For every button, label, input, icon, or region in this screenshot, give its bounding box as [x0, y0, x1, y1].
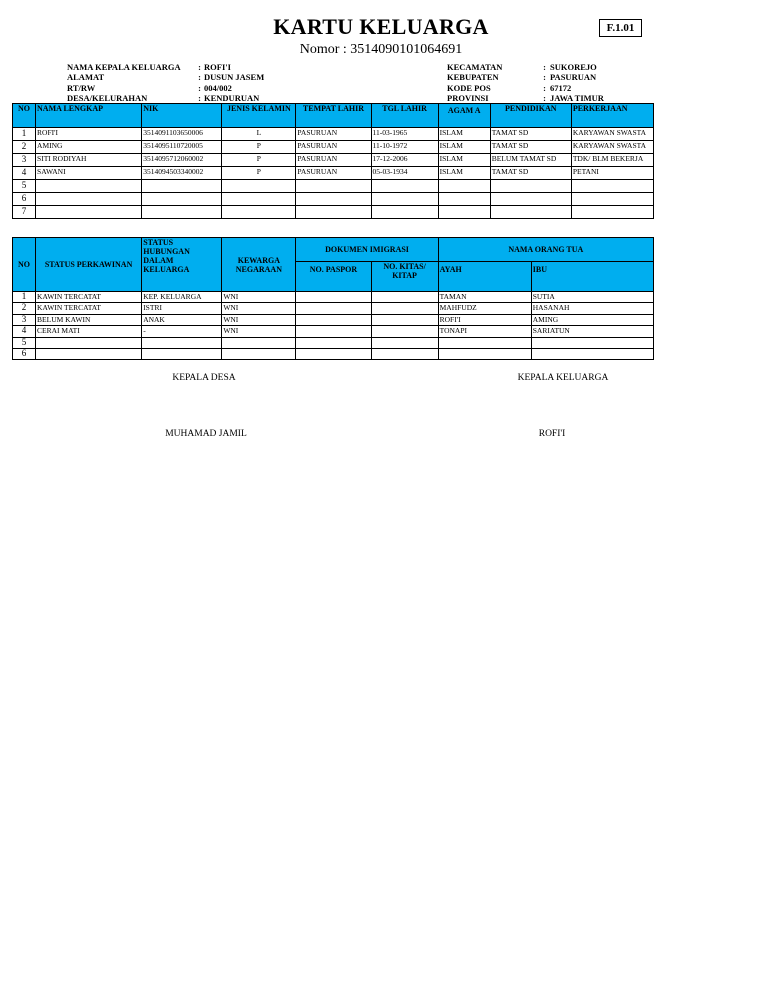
header-left-value: DUSUN JASEM	[204, 72, 265, 83]
table2-cell: KEP. KELUARGA	[142, 292, 222, 303]
colon-separator: :	[543, 82, 546, 93]
header-left-row	[67, 72, 264, 82]
table1-cell	[296, 180, 371, 193]
table2-cell	[371, 314, 438, 325]
table2-row	[13, 314, 654, 325]
header-info-left	[67, 62, 264, 104]
table2-cell	[296, 292, 371, 303]
table2-cell: CERAI MATI	[36, 326, 142, 337]
signature-name-kepala-keluarga: ROFI'I	[538, 429, 566, 439]
table1-row	[13, 206, 654, 219]
header-right-value: 67172	[550, 82, 572, 93]
table1-cell: 5	[13, 180, 36, 193]
table2-cell: ROFI'I	[438, 314, 531, 325]
table1-cell: ROFI'I	[36, 128, 142, 141]
header-right-label: KODE POS	[447, 82, 491, 93]
table2-cell	[222, 337, 296, 348]
header-left-value: 004/002	[204, 82, 232, 93]
table2-cell: AMING	[531, 314, 653, 325]
table2-cell	[438, 348, 531, 359]
family-members-table	[12, 103, 654, 219]
table1-cell	[142, 206, 222, 219]
table2-cell	[531, 337, 653, 348]
table1-cell: SAWANI	[36, 167, 142, 180]
table2-cell: TAMAN	[438, 292, 531, 303]
table1-header: TGL LAHIR	[371, 104, 438, 128]
table2-cell: HASANAH	[531, 303, 653, 314]
table2-cell	[296, 337, 371, 348]
table2-cell	[222, 348, 296, 359]
table1-header: AGAM A	[438, 104, 490, 128]
table1-cell: P	[222, 141, 296, 154]
table1-header: TEMPAT LAHIR	[296, 104, 371, 128]
table2-cell: WNI	[222, 314, 296, 325]
table1-cell: 11-03-1965	[371, 128, 438, 141]
table1-row	[13, 154, 654, 167]
table2-cell: WNI	[222, 303, 296, 314]
table2-cell	[296, 314, 371, 325]
table2-cell	[296, 326, 371, 337]
table2-cell	[531, 348, 653, 359]
table1-cell	[438, 193, 490, 206]
table1-cell	[142, 180, 222, 193]
table2-cell	[371, 326, 438, 337]
colon-separator: :	[198, 62, 201, 72]
table2-cell: SUTIA	[531, 292, 653, 303]
table2-cell	[296, 348, 371, 359]
table2-cell: 3	[13, 314, 36, 325]
table1-row	[13, 193, 654, 206]
table1-row	[13, 141, 654, 154]
table2-cell: KAWIN TERCATAT	[36, 292, 142, 303]
table1-header: NO	[13, 104, 36, 128]
table1-cell	[571, 193, 653, 206]
table1-cell: PASURUAN	[296, 167, 371, 180]
table1-cell	[571, 206, 653, 219]
table1-cell	[490, 180, 571, 193]
table1-cell: 4	[13, 167, 36, 180]
table1-cell: ISLAM	[438, 128, 490, 141]
table2-cell	[142, 337, 222, 348]
header-right-value: SUKOREJO	[550, 62, 597, 72]
header-right-value: PASURUAN	[550, 72, 597, 83]
table1-cell: ISLAM	[438, 154, 490, 167]
col-ibu: IBU	[531, 262, 653, 292]
table2-row	[13, 292, 654, 303]
table1-cell: 7	[13, 206, 36, 219]
table1-cell: TAMAT SD	[490, 167, 571, 180]
table2-row	[13, 348, 654, 359]
col-kewarganegaraan: KEWARGA NEGARAAN	[222, 238, 296, 292]
table1-header: NAMA LENGKAP	[36, 104, 142, 128]
table1-cell	[490, 193, 571, 206]
table2-cell	[371, 337, 438, 348]
table1-cell: PASURUAN	[296, 141, 371, 154]
form-code: F.1.01	[599, 19, 642, 37]
document-number: Nomor : 3514090101064691	[299, 42, 463, 57]
header-right-label: PROVINSI	[447, 93, 489, 104]
table1-cell	[296, 206, 371, 219]
document-title: KARTU KELUARGA	[273, 14, 489, 39]
header-left-value: ROFI'I	[204, 62, 231, 72]
table1-cell	[438, 180, 490, 193]
table1-cell: L	[222, 128, 296, 141]
table2-cell	[371, 292, 438, 303]
table1-cell	[371, 180, 438, 193]
table1-cell: KARYAWAN SWASTA	[571, 128, 653, 141]
header-right-label: KECAMATAN	[447, 62, 503, 72]
table2-cell: TONAPI	[438, 326, 531, 337]
table2-cell: 6	[13, 348, 36, 359]
col-status-perkawinan: STATUS PERKAWINAN	[36, 238, 142, 292]
table1-cell: TAMAT SD	[490, 128, 571, 141]
table2-cell: SARIATUN	[531, 326, 653, 337]
signature-title-kepala-desa: KEPALA DESA	[172, 373, 236, 383]
table2-row	[13, 303, 654, 314]
table2-cell	[438, 337, 531, 348]
table2-cell: 2	[13, 303, 36, 314]
colon-separator: :	[543, 62, 546, 72]
header-left-row	[67, 83, 264, 93]
table1-header: NIK	[142, 104, 222, 128]
table1-cell: ISLAM	[438, 141, 490, 154]
header-right-row	[447, 62, 604, 72]
col-dokumen-imigrasi: DOKUMEN IMIGRASI	[296, 238, 438, 262]
table2-cell: KAWIN TERCATAT	[36, 303, 142, 314]
table1-cell: TAMAT SD	[490, 141, 571, 154]
table2-row	[13, 337, 654, 348]
table1-header: PENDIDIKAN	[490, 104, 571, 128]
header-info-right	[447, 62, 604, 104]
table2-cell	[36, 348, 142, 359]
table1-cell: 3514095712060002	[142, 154, 222, 167]
colon-separator: :	[543, 93, 546, 104]
table1-cell: ISLAM	[438, 167, 490, 180]
colon-separator: :	[198, 93, 201, 104]
colon-separator: :	[198, 72, 201, 83]
table1-cell: P	[222, 167, 296, 180]
table2-cell: ANAK	[142, 314, 222, 325]
colon-separator: :	[198, 82, 201, 93]
signature-name-kepala-desa: MUHAMAD JAMIL	[165, 429, 247, 439]
table1-cell: 2	[13, 141, 36, 154]
table1-cell	[222, 180, 296, 193]
table1-cell	[142, 193, 222, 206]
table2-row	[13, 326, 654, 337]
table2-cell	[142, 348, 222, 359]
table2-cell: 1	[13, 292, 36, 303]
header-left-row	[67, 62, 264, 72]
signature-title-kepala-keluarga: KEPALA KELUARGA	[517, 373, 609, 383]
table1-row	[13, 180, 654, 193]
header-right-value: JAWA TIMUR	[550, 93, 604, 104]
colon-separator: :	[543, 72, 546, 83]
col-no: NO	[13, 238, 36, 292]
header-left-label: DESA/KELURAHAN	[67, 93, 148, 104]
col-ayah: AYAH	[438, 262, 531, 292]
header-left-label: ALAMAT	[67, 72, 105, 83]
table1-cell	[222, 206, 296, 219]
table1-cell	[296, 193, 371, 206]
table1-cell: BELUM TAMAT SD	[490, 154, 571, 167]
header-left-value: KENDURUAN	[204, 93, 260, 104]
table2-cell: BELUM KAWIN	[36, 314, 142, 325]
col-no-paspor: NO. PASPOR	[296, 262, 371, 292]
table2-cell: WNI	[222, 326, 296, 337]
table1-cell: 6	[13, 193, 36, 206]
table1-cell	[490, 206, 571, 219]
table1-cell	[371, 193, 438, 206]
table1-header: JENIS KELAMIN	[222, 104, 296, 128]
table2-cell	[296, 303, 371, 314]
table2-cell: MAHFUDZ	[438, 303, 531, 314]
header-left-label: RT/RW	[67, 82, 96, 93]
header-right-row	[447, 83, 604, 93]
table1-cell: TDK/ BLM BEKERJA	[571, 154, 653, 167]
table2-cell: 5	[13, 337, 36, 348]
table2-cell: -	[142, 326, 222, 337]
table1-cell	[571, 180, 653, 193]
table1-cell	[222, 193, 296, 206]
col-status-hubungan: STATUS HUBUNGAN DALAM KELUARGA	[142, 238, 222, 292]
col-no-kitas: NO. KITAS/ KITAP	[371, 262, 438, 292]
table1-cell: AMING	[36, 141, 142, 154]
table1-cell: KARYAWAN SWASTA	[571, 141, 653, 154]
table1-cell: PASURUAN	[296, 154, 371, 167]
col-nama-orang-tua: NAMA ORANG TUA	[438, 238, 653, 262]
header-left-label: NAMA KEPALA KELUARGA	[67, 62, 181, 72]
table1-cell: 3514095110720005	[142, 141, 222, 154]
table1-cell: PETANI	[571, 167, 653, 180]
table2-cell	[36, 337, 142, 348]
table1-cell: PASURUAN	[296, 128, 371, 141]
table2-cell	[371, 348, 438, 359]
table1-cell	[36, 193, 142, 206]
table1-cell: 3514091103650006	[142, 128, 222, 141]
header-right-row	[447, 72, 604, 82]
table2-cell: ISTRI	[142, 303, 222, 314]
table1-cell	[36, 206, 142, 219]
table1-cell: 11-10-1972	[371, 141, 438, 154]
table1-row	[13, 128, 654, 141]
table1-cell	[438, 206, 490, 219]
table1-cell: SITI RODIYAH	[36, 154, 142, 167]
table1-row	[13, 167, 654, 180]
table2-cell: WNI	[222, 292, 296, 303]
table1-cell: 1	[13, 128, 36, 141]
table2-cell: 4	[13, 326, 36, 337]
table1-header: PERKERJAAN	[571, 104, 653, 128]
table1-cell	[371, 206, 438, 219]
family-status-table	[12, 237, 654, 360]
table1-cell: 3514094503340002	[142, 167, 222, 180]
table2-cell	[371, 303, 438, 314]
table1-cell: P	[222, 154, 296, 167]
table1-cell	[36, 180, 142, 193]
header-right-label: KEBUPATEN	[447, 72, 499, 83]
table1-cell: 05-03-1934	[371, 167, 438, 180]
table1-cell: 3	[13, 154, 36, 167]
table1-cell: 17-12-2006	[371, 154, 438, 167]
